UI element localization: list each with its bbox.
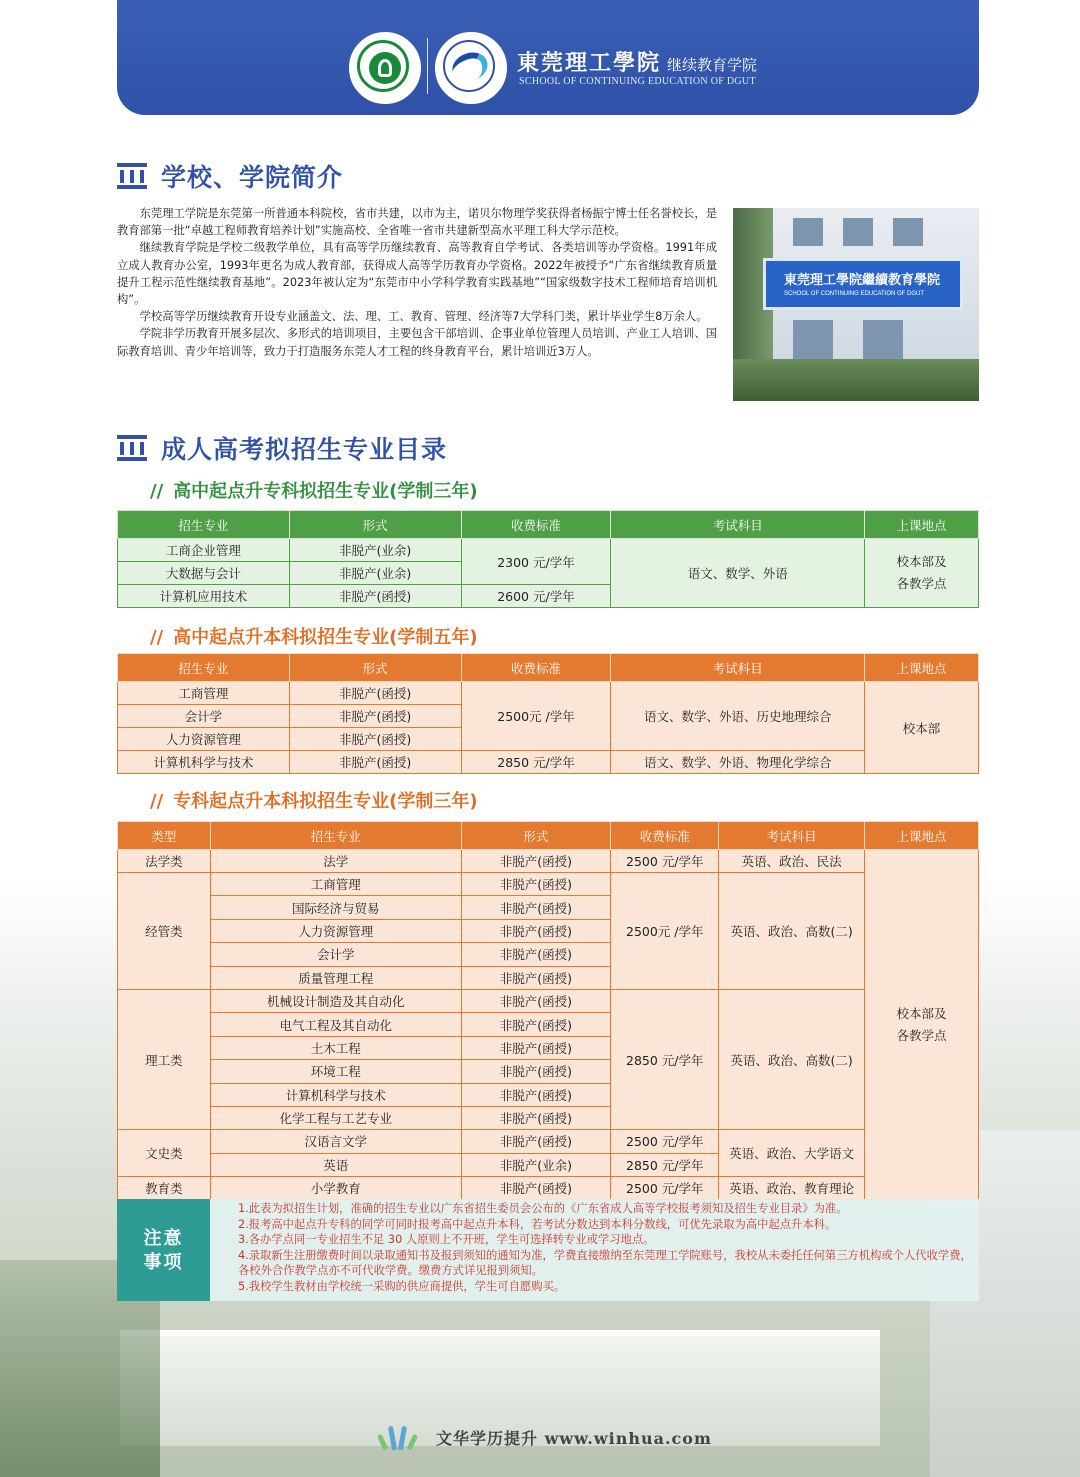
intro-paragraph: 学院非学历教育开展多层次、多形式的培训项目，主要包含干部培训、企事业单位管理人员培训、产业工人培训、国际教育培训、青少年培训等，致力于打造服务东莞人才工程的终身教育平台，累计培训近3万人。: [117, 327, 717, 358]
table-header-row: [118, 511, 979, 539]
notes-panel: [117, 1199, 979, 1301]
major-cell: 大数据与会计: [118, 562, 290, 585]
column-header: 上课地点: [865, 511, 979, 539]
watermark-text: 文华学历提升 www.winhua.com: [436, 1428, 712, 1448]
column-header: 形式: [289, 654, 461, 682]
major-cell: 工商管理: [118, 682, 290, 705]
location-cell: 校本部: [865, 682, 979, 774]
major-cell: 质量管理工程: [210, 966, 461, 989]
section-heading: 成人高考拟招生专业目录: [161, 435, 448, 464]
table2-subtitle: // 高中起点升本科拟招生专业(学制五年): [150, 627, 478, 648]
major-cell: 人力资源管理: [118, 728, 290, 751]
table-row: [118, 873, 979, 896]
mode-cell: 非脱产(函授): [461, 1130, 611, 1153]
mode-cell: 非脱产(函授): [461, 873, 611, 896]
mode-cell: 非脱产(函授): [461, 943, 611, 966]
mode-cell: 非脱产(业余): [461, 1153, 611, 1176]
school-name: [517, 46, 757, 77]
location-cell: [865, 850, 979, 1200]
mode-cell: 非脱产(函授): [289, 682, 461, 705]
major-cell: 化学工程与工艺专业: [210, 1106, 461, 1129]
table2-subtitle-text: 高中起点升本科拟招生专业(学制五年): [173, 627, 478, 648]
school-name-en: SCHOOL OF CONTINUING EDUCATION OF DGUT: [519, 76, 756, 87]
note-item: 4.录取新生注册缴费时间以录取通知书及报到须知的通知为准，学费直接缴纳至东莞理工学院账号，我校从未委托任何第三方机构或个人代收学费，各校外合作教学点亦不可代收学费。缴费方式详见报到须知。: [238, 1248, 972, 1278]
table-header-row: [118, 654, 979, 682]
section-heading: 学校、学院简介: [161, 163, 344, 192]
mode-cell: 非脱产(函授): [461, 919, 611, 942]
major-cell: 机械设计制造及其自动化: [210, 989, 461, 1012]
table-row: [118, 539, 979, 562]
major-cell: 计算机科学与技术: [210, 1083, 461, 1106]
table-college-bachelor: [117, 821, 979, 1200]
school-introduction: [117, 205, 717, 360]
table3-subtitle-text: 专科起点升本科拟招生专业(学制三年): [173, 791, 478, 812]
mode-cell: 非脱产(函授): [461, 1060, 611, 1083]
exam-cell: 英语、政治、教育理论: [719, 1177, 865, 1200]
mode-cell: 非脱产(函授): [289, 585, 461, 608]
exam-cell: 语文、数学、外语: [611, 539, 865, 608]
table1-subtitle-text: 高中起点升专科拟招生专业(学制三年): [173, 481, 478, 502]
major-cell: 法学: [210, 850, 461, 873]
continuing-education-logo: [435, 32, 507, 104]
mode-cell: 非脱产(函授): [461, 1106, 611, 1129]
fee-cell: 2500 元/学年: [611, 850, 719, 873]
mode-cell: 非脱产(函授): [461, 850, 611, 873]
building-sign: [763, 258, 963, 310]
exam-cell: 英语、政治、民法: [719, 850, 865, 873]
table1-subtitle: // 高中起点升专科拟招生专业(学制三年): [150, 481, 478, 502]
fee-cell: 2850 元/学年: [611, 989, 719, 1129]
fee-cell: 2500 元/学年: [611, 1177, 719, 1200]
college-building-photo: [733, 208, 979, 401]
exam-cell: 英语、政治、高数(二): [719, 873, 865, 990]
column-header: 上课地点: [865, 822, 979, 850]
college-name-cn: 继续教育学院: [667, 56, 758, 74]
major-cell: 计算机科学与技术: [118, 751, 290, 774]
column-header: 收费标准: [461, 511, 611, 539]
section-title-intro: [117, 158, 343, 194]
intro-paragraph: 继续教育学院是学校二级教学单位，具有高等学历继续教育、高等教育自学考试、各类培训等办学资格。1991年成立成人教育办公室，1993年更名为成人教育部，获得成人高等学历教育办学资格。2022年被授予“广东省继续教育质量提升工程示范性继续教育基地”。2023年被认定为“东莞市中小学科学教育实践基地”“国家级数字技术工程师培育培训机构”。: [117, 241, 717, 307]
category-cell: 理工类: [118, 989, 211, 1129]
note-item: 3.各办学点同一专业招生不足 30 人原则上不开班，学生可选择转专业或学习地点。: [238, 1233, 655, 1247]
watermark-logo-icon: [378, 1424, 424, 1450]
major-cell: 环境工程: [210, 1060, 461, 1083]
table-junior-college: [117, 510, 979, 608]
mode-cell: 非脱产(函授): [289, 705, 461, 728]
major-cell: 小学教育: [210, 1177, 461, 1200]
institution-icon: [117, 435, 147, 461]
category-cell: 法学类: [118, 850, 211, 873]
column-header: 收费标准: [611, 822, 719, 850]
institution-icon: [117, 163, 147, 189]
column-header: 考试科目: [719, 822, 865, 850]
fee-cell: 2500元 /学年: [461, 682, 611, 751]
note-item: 1.此表为拟招生计划，准确的招生专业以广东省招生委员会公布的《广东省成人高等学校报考须知及招生专业目录》为准。: [238, 1202, 848, 1215]
building-sign-cn: 東莞理工學院繼續教育學院: [784, 273, 941, 288]
column-header: 上课地点: [865, 654, 979, 682]
category-cell: 教育类: [118, 1177, 211, 1200]
column-header: 形式: [461, 822, 611, 850]
section-title-majors: [117, 430, 447, 466]
mode-cell: 非脱产(函授): [461, 1013, 611, 1036]
category-cell: 文史类: [118, 1130, 211, 1177]
major-cell: 工商企业管理: [118, 539, 290, 562]
table3-subtitle: // 专科起点升本科拟招生专业(学制三年): [150, 791, 478, 812]
mode-cell: 非脱产(函授): [289, 751, 461, 774]
table-row: [118, 850, 979, 873]
mode-cell: 非脱产(业余): [289, 539, 461, 562]
mode-cell: 非脱产(函授): [461, 1177, 611, 1200]
table-row: [118, 1177, 979, 1200]
intro-paragraph: 东莞理工学院是东莞第一所普通本科院校，省市共建，以市为主，诺贝尔物理学奖获得者杨振宁博士任名誉校长，是教育部第一批“卓越工程师教育培养计划”实施高校、全省唯一省市共建新型高水平理工科大学示范校。: [117, 207, 717, 238]
notes-label: [117, 1199, 210, 1301]
column-header: 招生专业: [118, 654, 290, 682]
major-cell: 英语: [210, 1153, 461, 1176]
location-cell: [865, 539, 979, 608]
exam-cell: 英语、政治、大学语文: [719, 1130, 865, 1177]
table-row: [118, 1130, 979, 1153]
fee-cell: 2500元 /学年: [611, 873, 719, 990]
fee-cell: 2850 元/学年: [611, 1153, 719, 1176]
table-row: [118, 682, 979, 705]
logo-divider: [427, 38, 428, 94]
building-sign-en: SCHOOL OF CONTINUING EDUCATION OF DGUT: [784, 291, 925, 297]
major-cell: 计算机应用技术: [118, 585, 290, 608]
mode-cell: 非脱产(业余): [289, 562, 461, 585]
category-cell: 经管类: [118, 873, 211, 990]
mode-cell: 非脱产(函授): [289, 728, 461, 751]
major-cell: 电气工程及其自动化: [210, 1013, 461, 1036]
column-header: 招生专业: [118, 511, 290, 539]
major-cell: 会计学: [210, 943, 461, 966]
table-row: [118, 751, 979, 774]
table-header-row: [118, 822, 979, 850]
major-cell: 土木工程: [210, 1036, 461, 1059]
watermark: [378, 1424, 712, 1450]
note-item: 5.我校学生教材由学校统一采购的供应商提供，学生可自愿购买。: [238, 1279, 566, 1293]
location-text: 校本部及各教学点: [896, 554, 947, 591]
notes-label-line: 事项: [143, 1252, 184, 1273]
location-text: 校本部及各教学点: [896, 1005, 947, 1043]
table-row: [118, 989, 979, 1012]
fee-cell: 2600 元/学年: [461, 585, 611, 608]
column-header: 考试科目: [611, 654, 865, 682]
note-item: 2.报考高中起点升专科的同学可同时报考高中起点升本科，若考试分数达到本科分数线，可优先录取为高中起点升本科。: [238, 1217, 837, 1231]
exam-cell: 英语、政治、高数(二): [719, 989, 865, 1129]
table-high-school-bachelor: [117, 653, 979, 774]
column-header: 招生专业: [210, 822, 461, 850]
dgut-logo: [349, 32, 421, 104]
fee-cell: 2850 元/学年: [461, 751, 611, 774]
mode-cell: 非脱产(函授): [461, 896, 611, 919]
notes-list: [238, 1201, 978, 1295]
fee-cell: 2300 元/学年: [461, 539, 611, 585]
mode-cell: 非脱产(函授): [461, 966, 611, 989]
column-header: 类型: [118, 822, 211, 850]
intro-paragraph: 学校高等学历继续教育开设专业涵盖文、法、理、工、教育、管理、经济等7大学科门类，累计毕业学生8万余人。: [139, 310, 708, 324]
fee-cell: 2500 元/学年: [611, 1130, 719, 1153]
major-cell: 汉语言文学: [210, 1130, 461, 1153]
column-header: 收费标准: [461, 654, 611, 682]
major-cell: 人力资源管理: [210, 919, 461, 942]
mode-cell: 非脱产(函授): [461, 1083, 611, 1106]
mode-cell: 非脱产(函授): [461, 1036, 611, 1059]
notes-label-line: 注意: [143, 1228, 184, 1249]
column-header: 考试科目: [611, 511, 865, 539]
school-name-cn: 東莞理工學院: [517, 50, 662, 76]
column-header: 形式: [289, 511, 461, 539]
major-cell: 会计学: [118, 705, 290, 728]
page-header: [117, 0, 979, 115]
major-cell: 国际经济与贸易: [210, 896, 461, 919]
major-cell: 工商管理: [210, 873, 461, 896]
exam-cell: 语文、数学、外语、物理化学综合: [611, 751, 865, 774]
mode-cell: 非脱产(函授): [461, 989, 611, 1012]
exam-cell: 语文、数学、外语、历史地理综合: [611, 682, 865, 751]
